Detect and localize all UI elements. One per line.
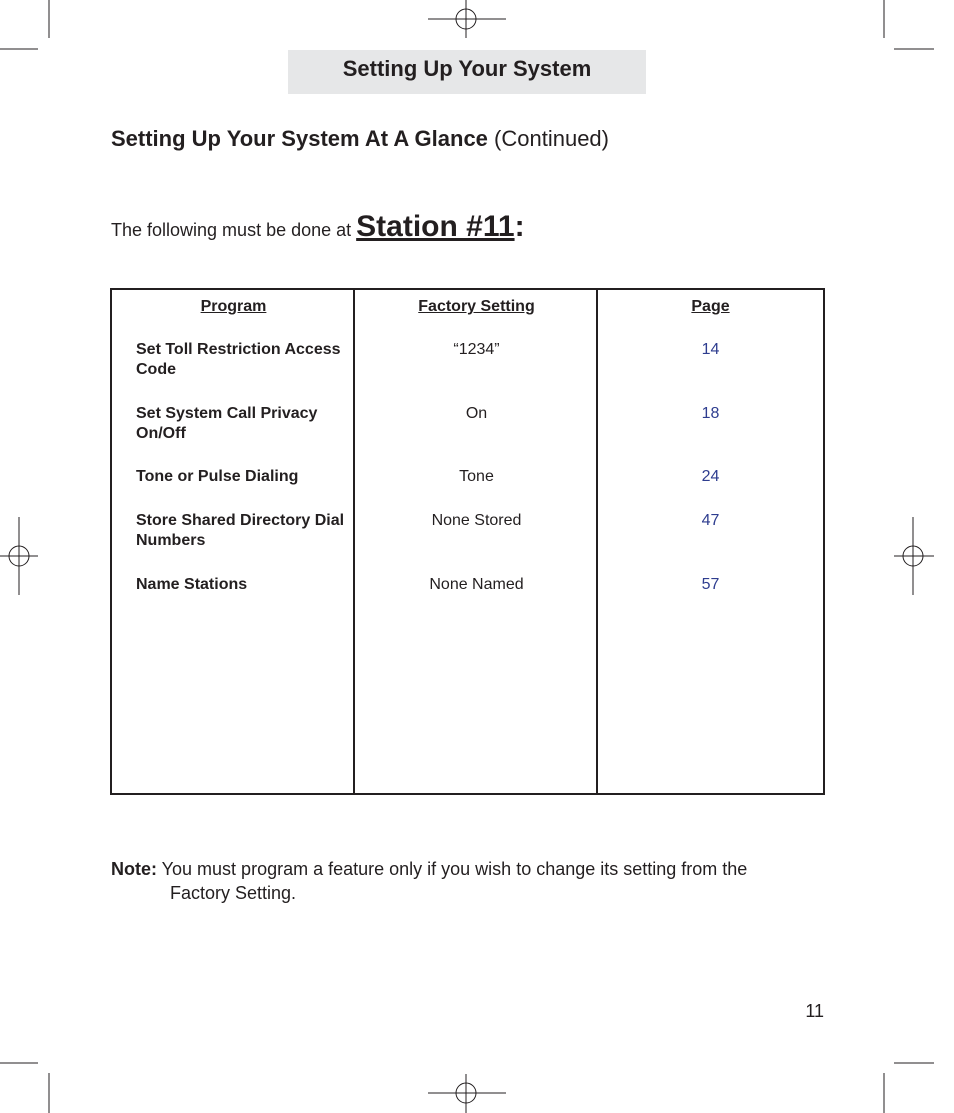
station-label: Station #11 xyxy=(356,210,515,243)
settings-table xyxy=(110,288,825,795)
station-intro xyxy=(111,210,525,244)
note-text-continued: Factory Setting. xyxy=(170,883,297,903)
station-colon: : xyxy=(514,210,525,243)
note-label: Note: xyxy=(111,859,157,879)
header-title: Setting Up Your System xyxy=(342,56,592,81)
column-divider xyxy=(353,290,355,793)
section-title-suffix: (Continued) xyxy=(487,126,609,151)
factory-setting: On xyxy=(465,405,488,422)
header-factory-setting: Factory Setting xyxy=(418,298,535,315)
page-ref: 14 xyxy=(701,341,720,358)
program-name: Store Shared Directory Dial Numbers xyxy=(136,512,345,549)
note xyxy=(111,857,831,905)
program-name: Set Toll Restriction Access Code xyxy=(136,341,341,378)
page-ref: 18 xyxy=(701,405,720,422)
program-name: Set System Call Privacy On/Off xyxy=(136,405,318,442)
factory-setting: Tone xyxy=(459,468,494,485)
note-text: You must program a feature only if you wish to change its setting from the xyxy=(157,859,748,879)
section-title xyxy=(111,126,609,152)
header-banner xyxy=(288,50,646,94)
page-ref: 24 xyxy=(701,468,720,485)
factory-setting: None Named xyxy=(429,576,524,593)
header-page: Page xyxy=(691,298,730,315)
page-ref: 47 xyxy=(701,512,720,529)
program-name: Tone or Pulse Dialing xyxy=(136,468,299,485)
column-divider xyxy=(596,290,598,793)
section-title-main: Setting Up Your System At A Glance xyxy=(111,126,488,151)
program-name: Name Stations xyxy=(136,576,248,593)
factory-setting: None Stored xyxy=(431,512,522,529)
header-program: Program xyxy=(200,298,267,315)
page-ref: 57 xyxy=(701,576,720,593)
intro-text: The following must be done at xyxy=(111,220,357,240)
factory-setting: “1234” xyxy=(453,341,500,358)
page-number: 11 xyxy=(805,1001,824,1021)
